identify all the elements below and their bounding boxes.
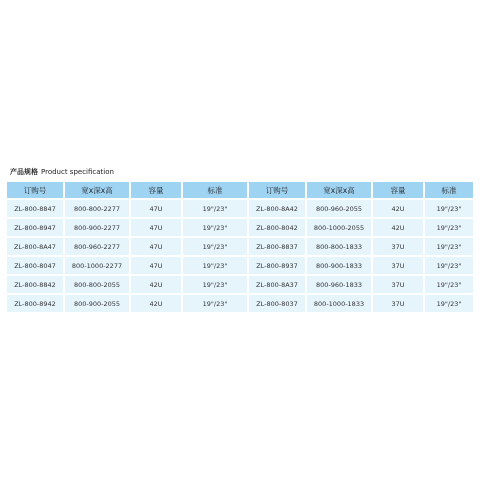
cell-standard: 19"/23"	[425, 238, 473, 255]
table-row	[7, 276, 473, 293]
cell-capacity: 37U	[373, 238, 423, 255]
cell-capacity: 47U	[131, 200, 181, 217]
cell-order-no: ZL-800-8837	[249, 238, 305, 255]
cell-standard: 19"/23"	[425, 200, 473, 217]
header-capacity: 容量	[131, 182, 181, 198]
cell-dimensions: 800-960-2277	[65, 238, 129, 255]
cell-order-no: ZL-800-8047	[7, 257, 63, 274]
cell-standard: 19"/23"	[183, 238, 247, 255]
cell-order-no: ZL-800-8037	[249, 295, 305, 312]
cell-order-no: ZL-800-8842	[7, 276, 63, 293]
cell-standard: 19"/23"	[425, 257, 473, 274]
cell-capacity: 37U	[373, 276, 423, 293]
cell-standard: 19"/23"	[425, 219, 473, 236]
cell-standard: 19"/23"	[183, 295, 247, 312]
header-capacity: 容量	[373, 182, 423, 198]
cell-dimensions: 800-900-2055	[65, 295, 129, 312]
cell-capacity: 42U	[373, 219, 423, 236]
header-standard: 标准	[183, 182, 247, 198]
table-row	[7, 200, 473, 217]
cell-order-no: ZL-800-8A47	[7, 238, 63, 255]
table-row	[7, 295, 473, 312]
cell-order-no: ZL-800-8A42	[249, 200, 305, 217]
cell-standard: 19"/23"	[425, 276, 473, 293]
section-title-en: Product specification	[41, 168, 114, 176]
cell-standard: 19"/23"	[183, 276, 247, 293]
cell-standard: 19"/23"	[183, 200, 247, 217]
cell-standard: 19"/23"	[425, 295, 473, 312]
header-standard: 标准	[425, 182, 473, 198]
cell-order-no: ZL-800-8847	[7, 200, 63, 217]
cell-dimensions: 800-900-2277	[65, 219, 129, 236]
table-header-row	[7, 182, 473, 198]
cell-dimensions: 800-800-1833	[307, 238, 371, 255]
section-title	[10, 167, 114, 177]
cell-dimensions: 800-1000-2055	[307, 219, 371, 236]
cell-order-no: ZL-800-8942	[7, 295, 63, 312]
cell-capacity: 42U	[131, 276, 181, 293]
cell-dimensions: 800-800-2055	[65, 276, 129, 293]
table-row	[7, 219, 473, 236]
cell-capacity: 47U	[131, 219, 181, 236]
header-dimensions: 宽x深x高	[307, 182, 371, 198]
cell-standard: 19"/23"	[183, 257, 247, 274]
cell-dimensions: 800-960-2055	[307, 200, 371, 217]
spec-table	[5, 180, 475, 314]
cell-order-no: ZL-800-8937	[249, 257, 305, 274]
cell-dimensions: 800-1000-1833	[307, 295, 371, 312]
cell-capacity: 47U	[131, 238, 181, 255]
cell-capacity: 37U	[373, 257, 423, 274]
cell-capacity: 42U	[373, 200, 423, 217]
cell-capacity: 47U	[131, 257, 181, 274]
table-row	[7, 238, 473, 255]
section-title-zh: 产品规格	[10, 168, 38, 176]
cell-standard: 19"/23"	[183, 219, 247, 236]
header-order-no: 订购号	[7, 182, 63, 198]
table-row	[7, 257, 473, 274]
cell-order-no: ZL-800-8042	[249, 219, 305, 236]
cell-dimensions: 800-800-2277	[65, 200, 129, 217]
cell-order-no: ZL-800-8947	[7, 219, 63, 236]
cell-dimensions: 800-1000-2277	[65, 257, 129, 274]
cell-capacity: 42U	[131, 295, 181, 312]
cell-dimensions: 800-900-1833	[307, 257, 371, 274]
header-dimensions: 宽x深x高	[65, 182, 129, 198]
header-order-no: 订购号	[249, 182, 305, 198]
cell-dimensions: 800-960-1833	[307, 276, 371, 293]
cell-order-no: ZL-800-8A37	[249, 276, 305, 293]
cell-capacity: 37U	[373, 295, 423, 312]
